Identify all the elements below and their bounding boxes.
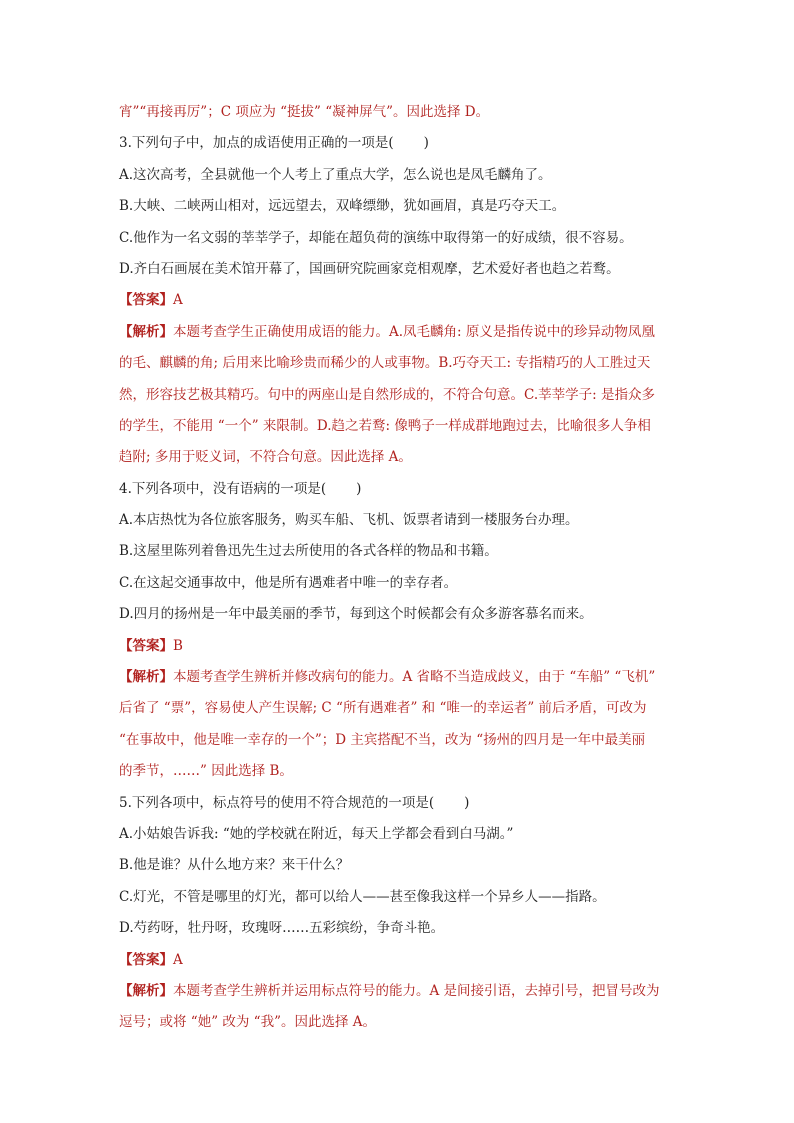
q3-option-c: C.他作为一名文弱的莘莘学子，却能在超负荷的演练中取得第一的好成绩，很不容易。 xyxy=(119,229,633,246)
q4-answer xyxy=(119,631,689,662)
q4-stem xyxy=(119,474,689,505)
answer-tag: 【答案】 xyxy=(119,637,173,654)
q3-answer xyxy=(119,285,689,316)
analysis-text: 本题考查学生正确使用成语的能力。A.凤毛麟角: 原义是指传说中的珍异动物凤凰 xyxy=(173,323,655,340)
intro-text: 宵”“再接再厉”；C 项应为 “挺拔” “凝神屏气”。因此选择 D。 xyxy=(119,104,490,120)
q5-analysis-line-2: 逗号；或将 “她” 改为 “我”。因此选择 A。 xyxy=(119,1014,377,1031)
q4-option-d: D.四月的扬州是一年中最美丽的季节，每到这个时候都会有众多游客慕名而来。 xyxy=(119,606,593,623)
analysis-text: 本题考查学生辨析并修改病句的能力。A 省略不当造成歧义，由于 “车船” “飞机” xyxy=(173,669,656,686)
q3-analysis-line-4: 的学生，不能用 “一个” 来限制。D.趋之若鹜: 像鸭子一样成群地跑过去，比喻很多人争相 xyxy=(119,417,651,434)
answer-value: A xyxy=(173,292,183,309)
q3-option-d: D.齐白石画展在美术馆开幕了，国画研究院画家竞相观摩，艺术爱好者也趋之若鹜。 xyxy=(119,260,620,277)
q4-analysis-line-3: “在事故中，他是唯一幸存的一个”；D 主宾搭配不当，改为 “扬州的四月是一年中最美丽 xyxy=(119,731,646,748)
q3-analysis-line-2: 的毛、麒麟的角; 后用来比喻珍贵而稀少的人或事物。B.巧夺天工: 专指精巧的人工胜过天 xyxy=(119,355,651,372)
q5-stem xyxy=(119,788,689,819)
q3-analysis-line-5: 趋附; 多用于贬义词，不符合句意。因此选择 A。 xyxy=(119,449,412,466)
answer-tag: 【答案】 xyxy=(119,951,173,968)
q4-option-c: C.在这起交通事故中，他是所有遇难者中唯一的幸存者。 xyxy=(119,574,458,591)
q5-option-a: A.小姑娘告诉我: “她的学校就在附近，每天上学都会看到白马湖。” xyxy=(119,825,514,842)
q5-option-d: D.芍药呀，牡丹呀，玫瑰呀……五彩缤纷，争奇斗艳。 xyxy=(119,920,445,937)
answer-value: A xyxy=(173,951,183,968)
q5-stem-text: 5.下列各项中，标点符号的使用不符合规范的一项是( xyxy=(119,794,435,811)
q4-analysis-line-4: 的季节，……” 因此选择 B。 xyxy=(119,763,293,780)
q4-option-b: B.这屋里陈列着鲁迅先生过去所使用的各式各样的物品和书籍。 xyxy=(119,543,498,560)
q5-stem-close: ) xyxy=(464,794,470,811)
analysis-tag: 【解析】 xyxy=(119,323,173,340)
analysis-tag: 【解析】 xyxy=(119,669,173,686)
analysis-text: 本题考查学生辨析并运用标点符号的能力。A 是间接引语，去掉引号，把冒号改为 xyxy=(173,982,660,999)
q5-analysis-line-1 xyxy=(119,976,689,1007)
q3-option-b: B.大峡、二峡两山相对，远远望去，双峰缥缈，犹如画眉，真是巧夺天工。 xyxy=(119,198,566,215)
q3-stem-text: 3.下列句子中，加点的成语使用正确的一项是( xyxy=(119,135,394,152)
q3-stem xyxy=(119,128,689,159)
analysis-tag: 【解析】 xyxy=(119,982,173,999)
answer-tag: 【答案】 xyxy=(119,292,173,309)
q3-analysis-line-1 xyxy=(119,317,689,348)
document-page xyxy=(119,97,689,1039)
q5-option-c: C.灯光，不管是哪里的灯光，都可以给人——甚至像我这样一个异乡人——指路。 xyxy=(119,888,606,905)
q4-analysis-line-2: 后省了 “票”，容易使人产生误解; C “所有遇难者” 和 “唯一的幸运者” 前后矛盾，可改为 xyxy=(119,700,647,717)
q3-option-a: A.这次高考，全县就他一个人考上了重点大学，怎么说也是凤毛麟角了。 xyxy=(119,166,552,183)
q4-analysis-line-1 xyxy=(119,662,689,693)
q5-answer xyxy=(119,945,689,976)
q4-stem-text: 4.下列各项中，没有语病的一项是( xyxy=(119,480,327,497)
q5-option-b: B.他是谁？从什么地方来？来干什么？ xyxy=(119,857,350,874)
q4-option-a: A.本店热忱为各位旅客服务，购买车船、飞机、饭票者请到一楼服务台办理。 xyxy=(119,512,579,529)
intro-line xyxy=(119,97,689,128)
q3-analysis-line-3: 然，形容技艺极其精巧。句中的两座山是自然形成的，不符合句意。C.莘莘学子: 是指众多 xyxy=(119,386,655,403)
q3-stem-close: ) xyxy=(423,135,429,152)
q4-stem-close: ) xyxy=(356,480,362,497)
answer-value: B xyxy=(173,637,183,654)
